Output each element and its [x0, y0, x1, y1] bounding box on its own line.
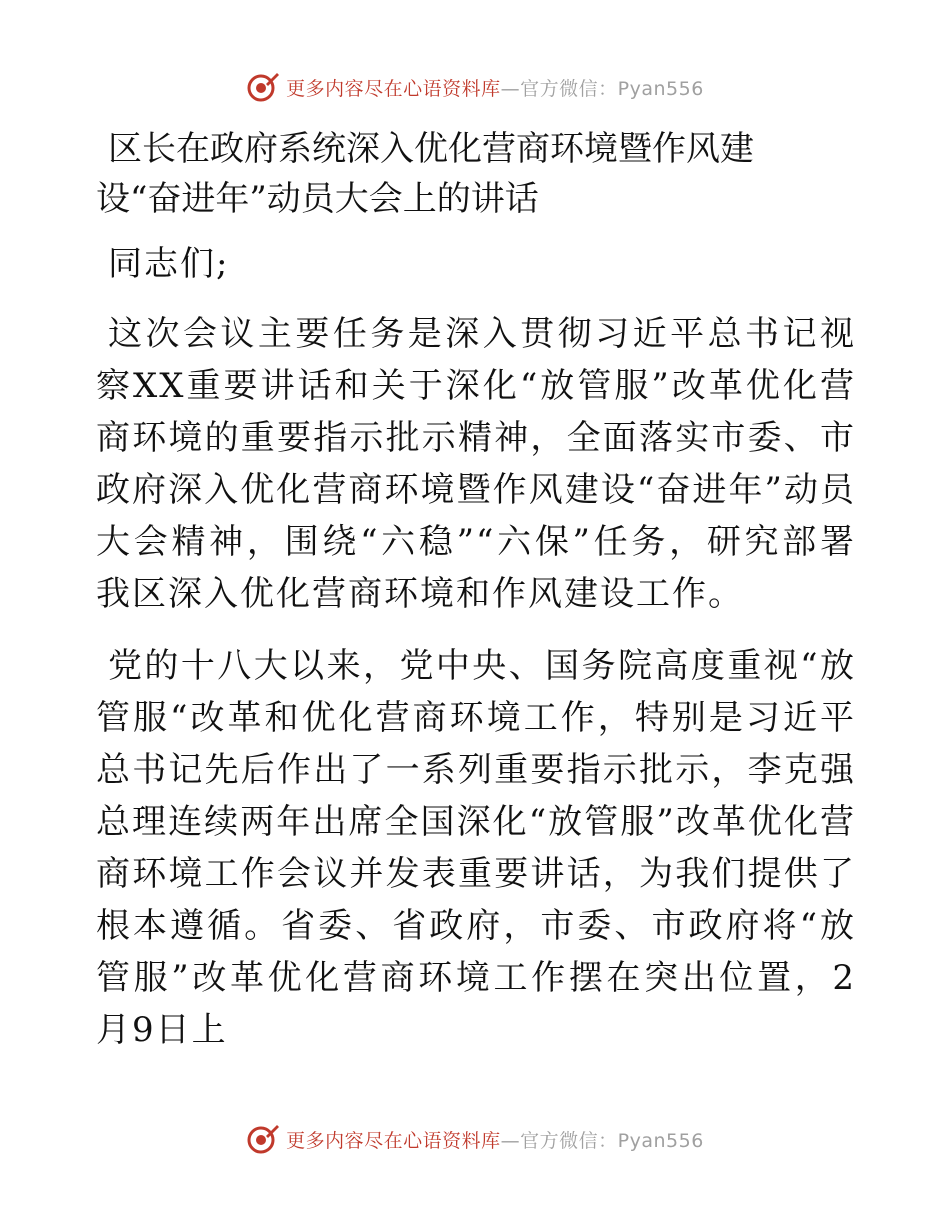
title-line-2: 设“奋进年”动员大会上的讲话 — [96, 179, 539, 219]
paragraph-1: 这次会议主要任务是深入贯彻习近平总书记视察XX重要讲话和关于深化“放管服”改革优化营商环境的重要指示批示精神，全面落实市委、市政府深入优化营商环境暨作风建设“奋进年”动员大会精神，围绕“六稳”“六保”任务，研究部署我区深入优化营商环境和作风建设工作。 — [96, 314, 856, 614]
pen-logo-icon — [246, 70, 280, 104]
footer-banner-main: 更多内容尽在心语资料库 — [286, 1129, 501, 1152]
header-banner-dash: — — [500, 77, 521, 100]
footer-banner-dash: — — [500, 1129, 521, 1152]
footer-banner-contact: 官方微信：Pyan556 — [520, 1129, 704, 1152]
header-banner — [0, 70, 950, 104]
document-title — [96, 124, 856, 224]
salutation: 同志们; — [108, 244, 230, 284]
title-line-1: 区长在政府系统深入优化营商环境暨作风建 — [108, 129, 754, 169]
header-banner-text — [286, 74, 704, 101]
footer-banner — [0, 1122, 950, 1156]
pen-logo-icon — [246, 1122, 280, 1156]
header-banner-contact: 官方微信：Pyan556 — [520, 77, 704, 100]
paragraph-2: 党的十八大以来，党中央、国务院高度重视“放管服“改革和优化营商环境工作，特别是习近平总书记先后作出了一系列重要指示批示，李克强总理连续两年出席全国深化“放管服”改革优化营商环境工作会议并发表重要讲话，为我们提供了根本遵循。省委、省政府，市委、市政府将“放管服”改革优化营商环境工作摆在突出位置，2月9日上 — [96, 646, 856, 1050]
footer-banner-text — [286, 1126, 704, 1153]
document-body — [96, 124, 856, 1056]
header-banner-main: 更多内容尽在心语资料库 — [286, 77, 501, 100]
